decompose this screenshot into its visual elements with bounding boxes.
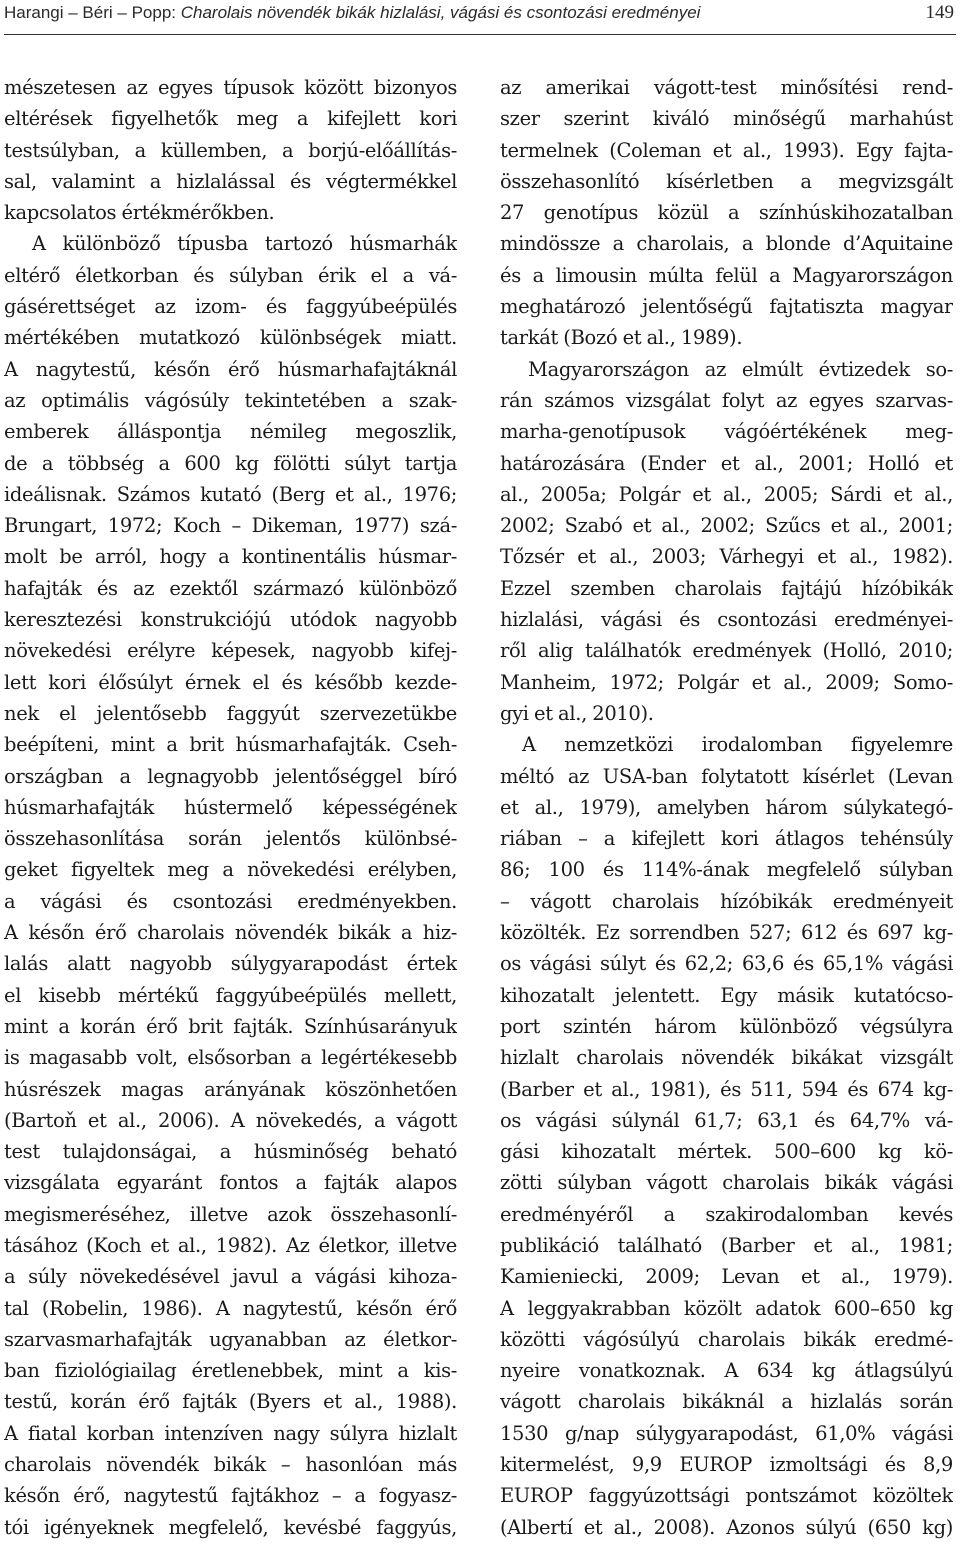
text-line: lalás alatt nagyobb súlygyarapodást értek	[4, 952, 457, 976]
text-line: 27 genotípus közül a színhúskihozatalban	[500, 201, 953, 225]
text-line: et al., 1979), amelyben három súlykategó-	[500, 795, 953, 819]
text-line: Ezzel szemben charolais fajtájú hízóbikák	[500, 576, 953, 600]
text-line: összehasonlítása során jelentős különbsé-	[4, 827, 457, 851]
text-line: zötti súlyban vágott charolais bikák vágási	[500, 1171, 953, 1195]
text-line: eltérések figyelhetők meg a kifejlett kori	[4, 107, 457, 131]
text-line: a vágási és csontozási eredményekben.	[4, 889, 457, 913]
text-line: (Barber et al., 1981), és 511, 594 és 674 kg-	[500, 1077, 953, 1101]
text-line: os vágási súlynál 61,7; 63,1 és 64,7% vá-	[500, 1108, 953, 1132]
text-line: A fiatal korban intenzíven nagy súlyra hizlalt	[4, 1421, 457, 1445]
text-line: rán számos vizsgálat folyt az egyes szarvas-	[500, 388, 953, 412]
text-line: kihozatalt jelentett. Egy másik kutatócso-	[500, 983, 953, 1007]
text-line: A leggyakrabban közölt adatok 600–650 kg	[500, 1296, 953, 1320]
text-line: ről alig találhatók eredmények (Holló, 2010;	[500, 639, 953, 663]
text-line: riában – a kifejlett kori átlagos tehénsúly	[500, 827, 953, 851]
text-line: A nemzetközi irodalomban figyelemre	[522, 733, 953, 757]
text-line: országban a legnagyobb jelentőséggel bíró	[4, 764, 457, 788]
text-line: tói igényeknek megfelelő, kevésbé faggyús,	[4, 1515, 457, 1539]
header-authors: Harangi – Béri – Popp:	[4, 3, 181, 22]
text-line: az optimális vágósúly tekintetében a szak-	[4, 388, 457, 412]
text-line: molt be arról, hogy a kontinentális húsmar-	[4, 545, 457, 569]
text-line: test tulajdonságai, a húsminőség beható	[4, 1140, 457, 1164]
text-line: szarvasmarhafajták ugyanabban az életkor-	[4, 1327, 457, 1351]
text-line: az amerikai vágott-test minősítési rend-	[500, 76, 953, 99]
text-line: vizsgálata egyaránt fontos a fajták alapos	[4, 1171, 457, 1195]
text-line: a súly növekedésével javul a vágási kihoza-	[4, 1265, 457, 1289]
text-line: gyi et al., 2010).	[500, 701, 654, 725]
text-line: eltérő életkorban és súlyban érik el a vá-	[4, 263, 457, 287]
text-line: EUROP faggyúzottsági pontszámot közöltek	[500, 1484, 953, 1508]
text-line: is magasabb volt, elsősorban a legértékesebb	[4, 1046, 457, 1070]
text-line: charolais növendék bikák – hasonlóan más	[4, 1453, 457, 1477]
text-line: későn érő, nagytestű fajtákhoz – a fogyasz-	[4, 1484, 457, 1508]
text-line: mértékében mutatkozó különbségek miatt.	[4, 326, 457, 350]
left-column	[4, 72, 457, 1543]
right-column	[500, 72, 953, 1543]
text-line: 86; 100 és 114%-ának megfelelő súlyban	[500, 858, 953, 882]
text-line: eredményéről a szakirodalomban kevés	[500, 1202, 953, 1226]
text-line: testű, korán érő fajták (Byers et al., 1988).	[4, 1390, 457, 1414]
text-line: közölték. Ez sorrendben 527; 612 és 697 kg-	[500, 921, 953, 945]
text-line: kapcsolatos értékmérőkben.	[4, 201, 275, 225]
text-line: beépíteni, mint a brit húsmarhafajták. Cseh-	[4, 733, 457, 757]
text-line: mészetesen az egyes típusok között bizonyos	[4, 76, 457, 99]
text-line: határozására (Ender et al., 2001; Holló et	[500, 451, 953, 475]
header-rule	[4, 34, 956, 35]
page-number: 149	[925, 2, 954, 23]
text-line: Kamieniecki, 2009; Levan et al., 1979).	[500, 1265, 953, 1289]
header-article-title: Charolais növendék bikák hizlalási, vágási és csontozási eredményei	[180, 3, 701, 22]
text-line: összehasonlító kísérletben a megvizsgált	[500, 169, 953, 193]
text-line: és a limousin múlta felül a Magyarországon	[500, 263, 953, 287]
text-line: húsrészek magas arányának köszönhetően	[4, 1077, 457, 1101]
text-line: közötti vágósúlyú charolais bikák eredmé-	[500, 1327, 953, 1351]
text-line: de a többség a 600 kg fölötti súlyt tartja	[4, 451, 457, 475]
text-line: gási kihozatalt mértek. 500–600 kg kö-	[500, 1140, 953, 1164]
text-line: Brungart, 1972; Koch – Dikeman, 1977) szá-	[4, 514, 457, 538]
text-line: Tőzsér et al., 2003; Várhegyi et al., 1982).	[500, 545, 953, 569]
text-line: hafajták és az ezektől származó különböző	[4, 576, 457, 600]
text-line: gásérettséget az izom- és faggyúbeépülés	[4, 295, 457, 319]
text-line: méltó az USA-ban folytatott kísérlet (Levan	[500, 764, 953, 788]
text-line: Manheim, 1972; Polgár et al., 2009; Somo-	[500, 670, 953, 694]
text-line: nyeire vonatkoznak. A 634 kg átlagsúlyú	[500, 1359, 953, 1383]
text-line: növekedési erélyre képesek, nagyobb kifej-	[4, 639, 457, 663]
text-line: lett kori élősúlyt érnek el és később kezde-	[4, 670, 457, 694]
text-line: vágott charolais bikáknál a hizlalás során	[500, 1390, 953, 1414]
text-line: al., 2005a; Polgár et al., 2005; Sárdi et al.,	[500, 482, 953, 506]
text-line: geket figyeltek meg a növekedési erélyben,	[4, 858, 457, 882]
text-line: megismeréséhez, illetve azok összehasonlí-	[4, 1202, 457, 1226]
text-line: marha-genotípusok vágóértékének meg-	[500, 420, 953, 444]
text-line: 2002; Szabó et al., 2002; Szűcs et al., 2001;	[500, 514, 953, 538]
text-line: (Albertí et al., 2008). Azonos súlyú (650 kg)	[500, 1515, 953, 1539]
text-line: el kisebb mértékű faggyúbeépülés mellett,	[4, 983, 457, 1007]
text-line: ideálisnak. Számos kutató (Berg et al., 1976;	[4, 482, 457, 506]
text-line: hizlalási, vágási és csontozási eredményei-	[500, 608, 953, 632]
text-line: A nagytestű, későn érő húsmarhafajtáknál	[4, 357, 457, 381]
text-line: ban fiziológiailag éretlenebbek, mint a kis-	[4, 1359, 457, 1383]
text-line: keresztezési konstrukciójú utódok nagyobb	[4, 608, 457, 632]
text-line: húsmarhafajták hústermelő képességének	[4, 795, 457, 819]
text-line: port szintén három különböző végsúlyra	[500, 1014, 953, 1038]
text-line: publikáció található (Barber et al., 1981;	[500, 1233, 953, 1257]
text-line: testsúlyban, a küllemben, a borjú-előállítás-	[4, 138, 457, 162]
text-line: meghatározó jelentőségű fajtatiszta magyar	[500, 295, 953, 319]
text-line: tásához (Koch et al., 1982). Az életkor, illetve	[4, 1233, 457, 1257]
text-line: kitermelést, 9,9 EUROP izmoltsági és 8,9	[500, 1453, 953, 1477]
text-line: os vágási súlyt és 62,2; 63,6 és 65,1% vágási	[500, 952, 953, 976]
text-line: tal (Robelin, 1986). A nagytestű, későn érő	[4, 1296, 457, 1320]
text-line: nek el jelentősebb faggyút szervezetükbe	[4, 701, 457, 725]
text-line: tarkát (Bozó et al., 1989).	[500, 326, 743, 350]
text-line: 1530 g/nap súlygyarapodást, 61,0% vágási	[500, 1421, 953, 1445]
text-line: hizlalt charolais növendék bikákat vizsgált	[500, 1046, 953, 1070]
text-line: A későn érő charolais növendék bikák a hiz-	[4, 921, 457, 945]
text-line: – vágott charolais hízóbikák eredményeit	[500, 889, 953, 913]
text-line: szer szerint kiváló minőségű marhahúst	[500, 107, 953, 131]
text-line: A különböző típusba tartozó húsmarhák	[32, 232, 457, 256]
text-line: emberek álláspontja némileg megoszlik,	[4, 420, 457, 444]
running-head	[4, 0, 954, 34]
text-line: (Bartoň et al., 2006). A növekedés, a vágott	[4, 1108, 457, 1132]
text-line: termelnek (Coleman et al., 1993). Egy fajta-	[500, 138, 953, 162]
text-line: sal, valamint a hizlalással és végtermékkel	[4, 169, 457, 193]
text-line: mint a korán érő brit fajták. Színhúsarányuk	[4, 1014, 457, 1038]
text-line: mindössze a charolais, a blonde d’Aquitaine	[500, 232, 953, 256]
text-line: Magyarországon az elmúlt évtizedek so-	[528, 357, 953, 381]
